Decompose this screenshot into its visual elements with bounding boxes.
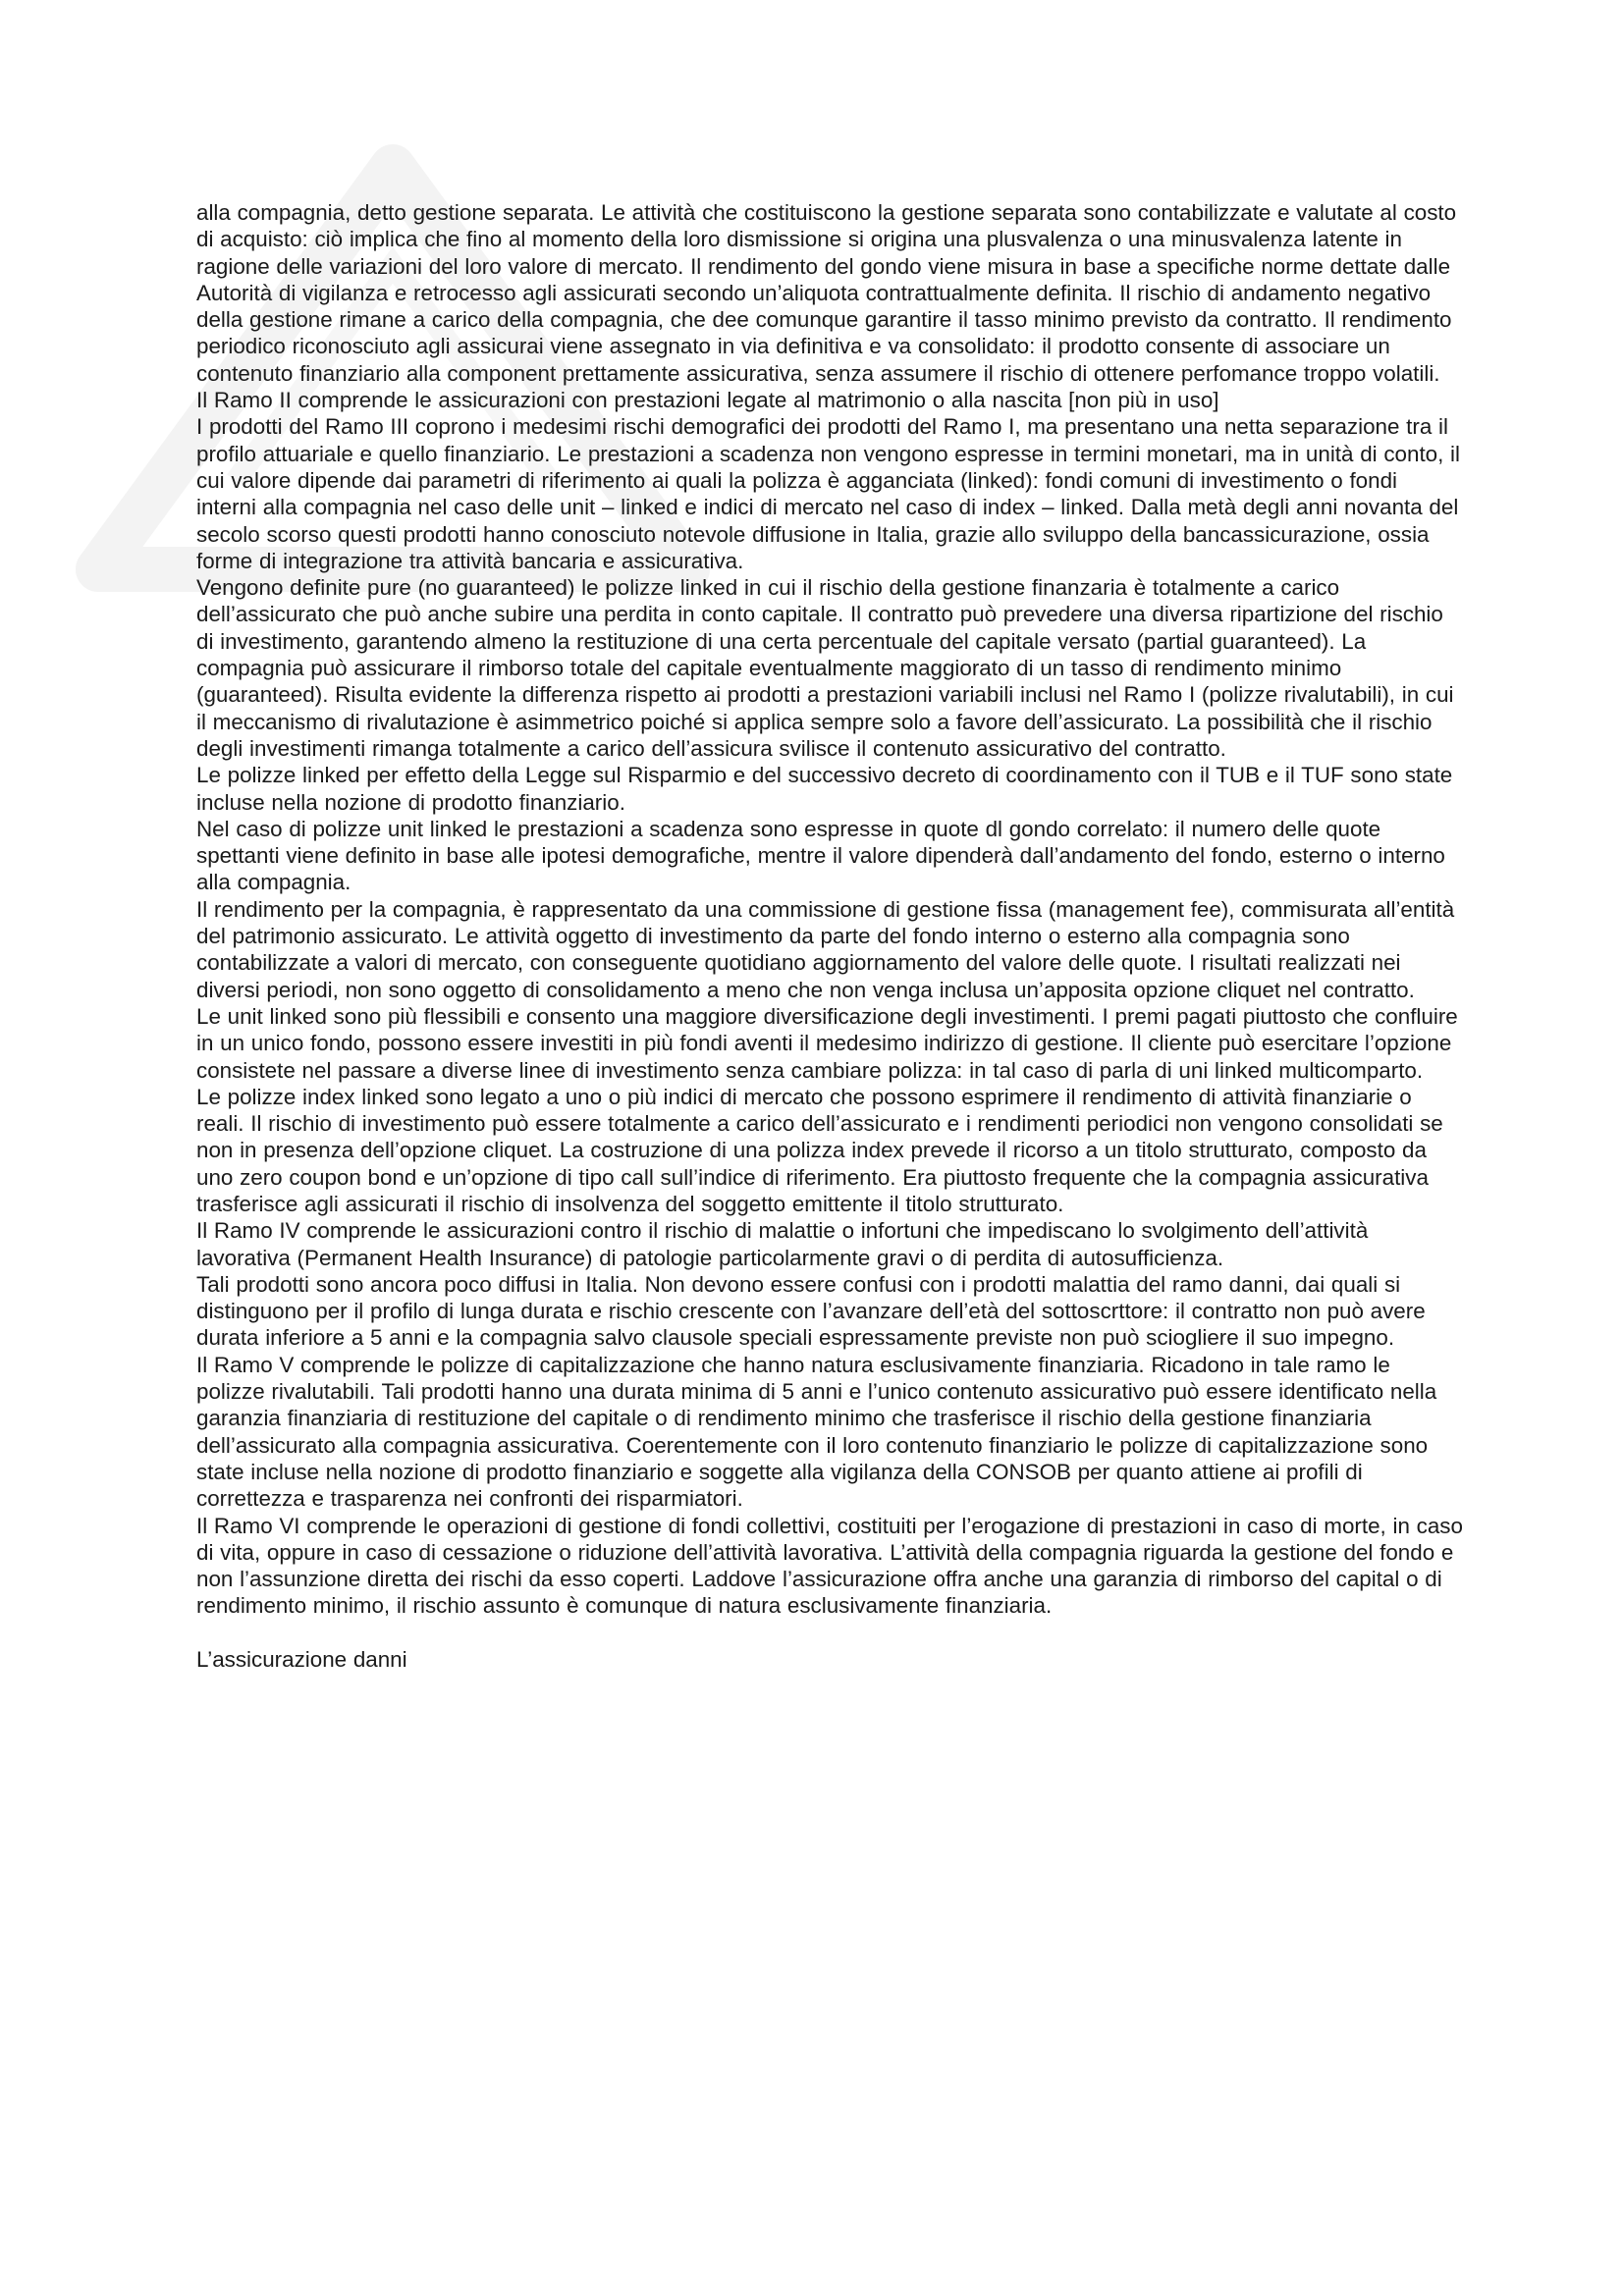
paragraph-ramo-iv: Il Ramo IV comprende le assicurazioni contro il rischio di malattie o infortuni che impediscano lo svolgimento dell’attività lavorativa (Permanent Health Insurance) di patologie particolarmente gravi o di perdita di autosufficienza. bbox=[196, 1218, 1369, 1270]
paragraph-ramo-vi: Il Ramo VI comprende le operazioni di gestione di fondi collettivi, costituiti per l’erogazione di prestazioni in caso di morte, in caso di vita, oppure in caso di cessazione o riduzione dell’attività lavorativa. L’attività della compagnia riguarda la gestione del fondo e non l’assunzione diretta dei rischi da esso coperti. Laddove l’assicurazione offra anche una garanzia di rimborso del capital o di rendimento minimo, il rischio assunto è comunque di natura esclusivamente finanziaria. bbox=[196, 1513, 1463, 1619]
paragraph-rendimento-compagnia: Il rendimento per la compagnia, è rappresentato da una commissione di gestione fissa (management fee), commisurata all’entità del patrimonio assicurato. Le attività oggetto di investimento da parte del fondo interno o esterno alla compagnia sono contabilizzate a valori di mercato, con conseguente quotidiano aggiornamento del valore delle quote. I risultati realizzati nei diversi periodi, non sono oggetto di consolidamento a meno che non venga inclusa un’apposita opzione cliquet nel contratto. bbox=[196, 896, 1455, 1002]
paragraph-ramo-v: Il Ramo V comprende le polizze di capitalizzazione che hanno natura esclusivamente finanziaria. Ricadono in tale ramo le polizze rivalutabili. Tali prodotti hanno una durata minima di 5 anni e l’unico contenuto assicurativo può essere identificato nella garanzia finanziaria di restituzione del capitale o di rendimento minimo che trasferisce il rischio della gestione finanziaria dell’assicurato alla compagnia assicurativa. Coerentemente con il loro contenuto finanziario le polizze di capitalizzazione sono state incluse nella nozione di prodotto finanziario e soggette alla vigilanza della CONSOB per quanto attiene ai profili di correttezza e trasparenza nei confronti dei risparmiatori. bbox=[196, 1352, 1437, 1512]
paragraph-unit-linked-prestazioni: Nel caso di polizze unit linked le prestazioni a scadenza sono espresse in quote dl gondo correlato: il numero delle quote spettanti viene definito in base alle ipotesi demografiche, mentre il valore dipenderà dall’andamento del fondo, esterno o interno alla compagnia. bbox=[196, 816, 1445, 895]
paragraph-gestione-separata: alla compagnia, detto gestione separata. Le attività che costituiscono la gestione separata sono contabilizzate e valutate al costo di acquisto: ciò implica che fino al momento della loro dismissione si origina una plusvalenza o una minusvalenza latente in ragione delle variazioni del loro valore di mercato. Il rendimento del gondo viene misura in base a specifiche norme dettate dalle Autorità di vigilanza e retrocesso agli assicurati secondo un’aliquota contrattualmente definita. Il rischio di andamento negativo della gestione rimane a carico della compagnia, che dee comunque garantire il tasso minimo previsto da contratto. Il rendimento periodico riconosciuto agli assicurai viene assegnato in via definitiva e va consolidato: il prodotto consente di associare un contenuto finanziario alla component prettamente assicurativa, senza assumere il rischio di ottenere perfomance troppo volatili. bbox=[196, 200, 1457, 386]
paragraph-prodotti-poco-diffusi: Tali prodotti sono ancora poco diffusi in Italia. Non devono essere confusi con i prodotti malattia del ramo danni, dai quali si distinguono per il profilo di lunga durata e rischio crescente con l’avanzare dell’età del sottoscrttore: il contratto non può avere durata inferiore a 5 anni e la compagnia salvo clausole speciali espressamente previste non può sciogliere il suo impegno. bbox=[196, 1271, 1426, 1351]
paragraph-ramo-ii: Il Ramo II comprende le assicurazioni con prestazioni legate al matrimonio o alla nascita [non più in uso] bbox=[196, 388, 1219, 413]
paragraph-legge-risparmio: Le polizze linked per effetto della Legge sul Risparmio e del successivo decreto di coordinamento con il TUB e il TUF sono state incluse nella nozione di prodotto finanziario. bbox=[196, 763, 1453, 815]
paragraph-index-linked: Le polizze index linked sono legato a uno o più indici di mercato che possono esprimere il rendimento di attività finanziarie o reali. Il rischio di investimento può essere totalmente a carico dell’assicurato e i rendimenti periodici non vengono consolidati se non in presenza dell’opzione cliquet. La costruzione di una polizza index prevede il ricorso a un titolo strutturato, composto da uno zero coupon bond e un’opzione di tipo call sull’indice di riferimento. Era piuttosto frequente che la compagnia assicurativa trasferisce agli assicurati il rischio di insolvenza del soggetto emittente il titolo strutturato. bbox=[196, 1084, 1443, 1216]
document-body bbox=[196, 199, 1463, 1673]
paragraph-unit-linked-flessibili: Le unit linked sono più flessibili e consento una maggiore diversificazione degli investimenti. I premi pagati piuttosto che confluire in un unico fondo, possono essere investiti in più fondi aventi il medesimo indirizzo di gestione. Il cliente può esercitare l’opzione consistete nel passare a diverse linee di investimento senza cambiare polizza: in tal caso di parla di uni linked multicomparto. bbox=[196, 1003, 1458, 1083]
paragraph-ramo-iii: I prodotti del Ramo III coprono i medesimi rischi demografici dei prodotti del Ramo I, ma presentano una netta separazione tra il profilo attuariale e quello finanziario. Le prestazioni a scadenza non vengono espresse in termini monetari, ma in unità di conto, il cui valore dipende dai parametri di riferimento ai quali la polizza è agganciata (linked): fondi comuni di investimento o fondi interni alla compagnia nel caso delle unit – linked e indici di mercato nel caso di index – linked. Dalla metà degli anni novanta del secolo scorso questi prodotti hanno conosciuto notevole diffusione in Italia, grazie allo sviluppo della bancassicurazione, ossia forme di integrazione tra attività bancaria e assicurativa. bbox=[196, 414, 1461, 573]
section-heading: L’assicurazione danni bbox=[196, 1647, 407, 1673]
paragraph-polizze-pure: Vengono definite pure (no guaranteed) le polizze linked in cui il rischio della gestione finanzaria è totalmente a carico dell’assicurato che può anche subire una perdita in conto capitale. Il contratto può prevedere una diversa ripartizione del rischio di investimento, garantendo almeno la restituzione di una certa percentuale del capitale versato (partial guaranteed). La compagnia può assicurare il rimborso totale del capitale eventualmente maggiorato di un tasso di rendimento minimo (guaranteed). Risulta evidente la differenza rispetto ai prodotti a prestazioni variabili inclusi nel Ramo I (polizze rivalutabili), in cui il meccanismo di rivalutazione è asimmetrico poiché si applica sempre solo a favore dell’assicurato. La possibilità che il rischio degli investimenti rimanga totalmente a carico dell’assicura svilisce il contenuto assicurativo del contratto. bbox=[196, 575, 1454, 761]
